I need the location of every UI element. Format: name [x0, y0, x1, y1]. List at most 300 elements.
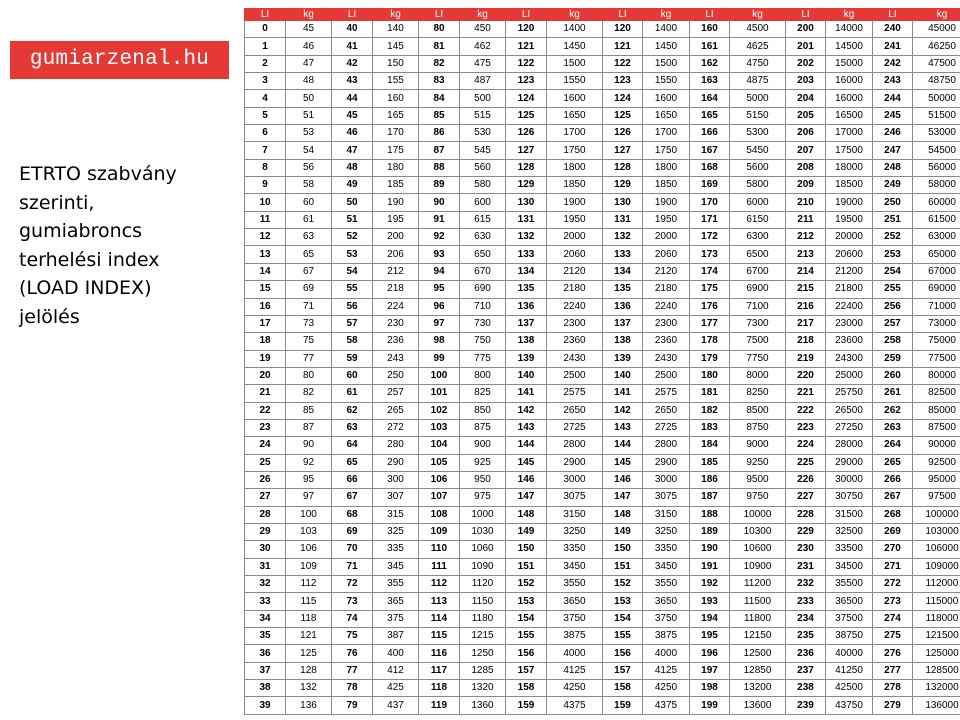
load-kg-cell: 73000 [913, 315, 960, 332]
load-kg-cell: 19500 [826, 211, 873, 228]
load-kg-cell: 82500 [913, 385, 960, 402]
load-kg-cell: 23000 [826, 315, 873, 332]
load-kg-cell: 218 [373, 281, 419, 298]
load-index-cell: 32 [245, 576, 286, 593]
load-index-cell: 140 [506, 367, 547, 384]
load-kg-cell: 1030 [460, 523, 506, 540]
load-index-cell: 136 [603, 298, 643, 315]
load-kg-cell: 1750 [643, 142, 690, 159]
load-kg-cell: 2240 [547, 298, 603, 315]
table-row [245, 454, 960, 471]
load-kg-cell: 48 [286, 73, 332, 90]
load-kg-cell: 7750 [730, 350, 786, 367]
load-kg-cell: 300 [373, 471, 419, 488]
load-index-cell: 60 [332, 367, 373, 384]
load-kg-cell: 530 [460, 125, 506, 142]
load-index-cell: 35 [245, 628, 286, 645]
load-index-cell: 76 [332, 645, 373, 662]
load-kg-cell: 80000 [913, 367, 960, 384]
load-kg-cell: 200 [373, 229, 419, 246]
table-row [245, 489, 960, 506]
load-index-cell: 180 [690, 367, 730, 384]
load-index-cell: 78 [332, 680, 373, 697]
load-index-cell: 145 [603, 454, 643, 471]
load-kg-cell: 3000 [643, 471, 690, 488]
load-index-cell: 236 [786, 645, 826, 662]
load-index-cell: 121 [603, 38, 643, 55]
load-kg-cell: 9250 [730, 454, 786, 471]
load-kg-cell: 950 [460, 471, 506, 488]
load-index-cell: 202 [786, 55, 826, 72]
description-text [19, 160, 219, 331]
load-index-cell: 80 [419, 21, 460, 38]
load-index-cell: 171 [690, 211, 730, 228]
load-index-cell: 100 [419, 367, 460, 384]
load-kg-cell: 2360 [643, 333, 690, 350]
load-kg-cell: 850 [460, 402, 506, 419]
load-index-cell: 263 [873, 419, 913, 436]
load-index-cell: 120 [506, 21, 547, 38]
load-index-cell: 127 [506, 142, 547, 159]
load-kg-cell: 10300 [730, 523, 786, 540]
load-index-cell: 256 [873, 298, 913, 315]
load-kg-cell: 515 [460, 107, 506, 124]
load-kg-cell: 1700 [643, 125, 690, 142]
table-row [245, 680, 960, 697]
load-index-cell: 127 [603, 142, 643, 159]
load-kg-cell: 4500 [730, 21, 786, 38]
load-index-cell: 90 [419, 194, 460, 211]
load-kg-cell: 100 [286, 506, 332, 523]
column-header-li: LI [690, 9, 730, 21]
load-kg-cell: 47500 [913, 55, 960, 72]
load-index-cell: 33 [245, 593, 286, 610]
load-index-cell: 99 [419, 350, 460, 367]
load-index-cell: 65 [332, 454, 373, 471]
load-kg-cell: 41250 [826, 662, 873, 679]
load-kg-cell: 61500 [913, 211, 960, 228]
load-kg-cell: 2725 [643, 419, 690, 436]
load-kg-cell: 33500 [826, 541, 873, 558]
load-index-cell: 143 [603, 419, 643, 436]
load-kg-cell: 3075 [547, 489, 603, 506]
load-kg-cell: 1000 [460, 506, 506, 523]
load-index-cell: 125 [506, 107, 547, 124]
load-kg-cell: 46250 [913, 38, 960, 55]
load-kg-cell: 1450 [547, 38, 603, 55]
load-kg-cell: 315 [373, 506, 419, 523]
load-kg-cell: 1180 [460, 610, 506, 627]
column-header-li: LI [786, 9, 826, 21]
load-index-cell: 102 [419, 402, 460, 419]
load-index-cell: 83 [419, 73, 460, 90]
load-index-cell: 188 [690, 506, 730, 523]
load-kg-cell: 22400 [826, 298, 873, 315]
load-index-cell: 117 [419, 662, 460, 679]
load-index-cell: 154 [603, 610, 643, 627]
load-index-cell: 26 [245, 471, 286, 488]
table-row [245, 315, 960, 332]
table-row [245, 125, 960, 142]
load-index-cell: 52 [332, 229, 373, 246]
table-row [245, 107, 960, 124]
load-index-cell: 243 [873, 73, 913, 90]
load-kg-cell: 2575 [643, 385, 690, 402]
load-index-cell: 189 [690, 523, 730, 540]
load-kg-cell: 3750 [643, 610, 690, 627]
load-kg-cell: 4375 [547, 697, 603, 714]
load-index-cell: 235 [786, 628, 826, 645]
load-index-cell: 87 [419, 142, 460, 159]
load-kg-cell: 250 [373, 367, 419, 384]
load-index-cell: 155 [603, 628, 643, 645]
load-index-cell: 113 [419, 593, 460, 610]
load-kg-cell: 1150 [460, 593, 506, 610]
load-kg-cell: 30750 [826, 489, 873, 506]
load-kg-cell: 109000 [913, 558, 960, 575]
load-kg-cell: 56000 [913, 159, 960, 176]
load-index-cell: 142 [506, 402, 547, 419]
load-kg-cell: 900 [460, 437, 506, 454]
load-index-cell: 231 [786, 558, 826, 575]
load-kg-cell: 2060 [547, 246, 603, 263]
load-kg-cell: 140 [373, 21, 419, 38]
load-kg-cell: 31500 [826, 506, 873, 523]
table-row [245, 367, 960, 384]
load-kg-cell: 165 [373, 107, 419, 124]
load-index-cell: 220 [786, 367, 826, 384]
load-index-cell: 148 [506, 506, 547, 523]
load-kg-cell: 65000 [913, 246, 960, 263]
load-kg-cell: 69 [286, 281, 332, 298]
load-index-cell: 62 [332, 402, 373, 419]
column-header-kg: kg [460, 9, 506, 21]
table-row [245, 402, 960, 419]
load-index-cell: 225 [786, 454, 826, 471]
load-index-cell: 172 [690, 229, 730, 246]
load-kg-cell: 54500 [913, 142, 960, 159]
load-kg-cell: 17000 [826, 125, 873, 142]
load-index-cell: 179 [690, 350, 730, 367]
load-index-cell: 112 [419, 576, 460, 593]
load-kg-cell: 1600 [643, 90, 690, 107]
load-kg-cell: 136000 [913, 697, 960, 714]
load-kg-cell: 87 [286, 419, 332, 436]
load-kg-cell: 2000 [547, 229, 603, 246]
load-kg-cell: 5450 [730, 142, 786, 159]
load-index-cell: 46 [332, 125, 373, 142]
load-index-cell: 137 [603, 315, 643, 332]
load-index-cell: 228 [786, 506, 826, 523]
load-kg-cell: 690 [460, 281, 506, 298]
load-kg-cell: 56 [286, 159, 332, 176]
load-index-cell: 242 [873, 55, 913, 72]
load-kg-cell: 5000 [730, 90, 786, 107]
load-kg-cell: 412 [373, 662, 419, 679]
load-kg-cell: 1320 [460, 680, 506, 697]
load-index-cell: 227 [786, 489, 826, 506]
load-kg-cell: 2300 [547, 315, 603, 332]
load-index-cell: 276 [873, 645, 913, 662]
load-index-cell: 45 [332, 107, 373, 124]
column-header-kg: kg [547, 9, 603, 21]
load-kg-cell: 1250 [460, 645, 506, 662]
load-index-cell: 140 [603, 367, 643, 384]
load-index-cell: 106 [419, 471, 460, 488]
load-kg-cell: 1215 [460, 628, 506, 645]
load-index-cell: 31 [245, 558, 286, 575]
load-kg-cell: 118 [286, 610, 332, 627]
load-index-cell: 128 [603, 159, 643, 176]
load-kg-cell: 42500 [826, 680, 873, 697]
load-kg-cell: 85 [286, 402, 332, 419]
load-index-cell: 24 [245, 437, 286, 454]
load-kg-cell: 1120 [460, 576, 506, 593]
load-index-cell: 96 [419, 298, 460, 315]
load-index-cell: 173 [690, 246, 730, 263]
table-row [245, 159, 960, 176]
table-row [245, 177, 960, 194]
table-row [245, 194, 960, 211]
load-kg-cell: 5300 [730, 125, 786, 142]
load-index-cell: 146 [603, 471, 643, 488]
load-index-cell: 19 [245, 350, 286, 367]
load-index-cell: 174 [690, 263, 730, 280]
load-index-cell: 269 [873, 523, 913, 540]
column-header-li: LI [506, 9, 547, 21]
table-row [245, 506, 960, 523]
load-index-cell: 141 [603, 385, 643, 402]
load-index-cell: 158 [603, 680, 643, 697]
load-index-cell: 111 [419, 558, 460, 575]
load-index-cell: 134 [506, 263, 547, 280]
load-kg-cell: 230 [373, 315, 419, 332]
load-kg-cell: 3450 [643, 558, 690, 575]
load-index-cell: 267 [873, 489, 913, 506]
load-kg-cell: 400 [373, 645, 419, 662]
load-index-cell: 123 [603, 73, 643, 90]
load-index-cell: 255 [873, 281, 913, 298]
load-index-cell: 260 [873, 367, 913, 384]
load-index-cell: 211 [786, 211, 826, 228]
load-index-cell: 266 [873, 471, 913, 488]
load-kg-cell: 28000 [826, 437, 873, 454]
load-kg-cell: 25750 [826, 385, 873, 402]
load-kg-cell: 560 [460, 159, 506, 176]
load-kg-cell: 3150 [643, 506, 690, 523]
load-kg-cell: 15000 [826, 55, 873, 72]
load-kg-cell: 16500 [826, 107, 873, 124]
load-kg-cell: 145 [373, 38, 419, 55]
load-kg-cell: 2900 [643, 454, 690, 471]
table-row [245, 593, 960, 610]
load-kg-cell: 20600 [826, 246, 873, 263]
load-index-cell: 152 [506, 576, 547, 593]
load-kg-cell: 82 [286, 385, 332, 402]
load-kg-cell: 365 [373, 593, 419, 610]
load-kg-cell: 5800 [730, 177, 786, 194]
load-index-cell: 101 [419, 385, 460, 402]
load-index-cell: 145 [506, 454, 547, 471]
load-kg-cell: 92 [286, 454, 332, 471]
load-index-cell: 245 [873, 107, 913, 124]
load-kg-cell: 425 [373, 680, 419, 697]
load-kg-cell: 103000 [913, 523, 960, 540]
load-kg-cell: 2650 [643, 402, 690, 419]
load-index-cell: 161 [690, 38, 730, 55]
load-index-cell: 251 [873, 211, 913, 228]
load-index-cell: 10 [245, 194, 286, 211]
load-kg-cell: 37500 [826, 610, 873, 627]
table-row [245, 298, 960, 315]
load-index-cell: 187 [690, 489, 730, 506]
table-row [245, 142, 960, 159]
load-index-cell: 257 [873, 315, 913, 332]
load-index-cell: 54 [332, 263, 373, 280]
load-index-cell: 122 [506, 55, 547, 72]
load-kg-cell: 1900 [643, 194, 690, 211]
load-index-cell: 79 [332, 697, 373, 714]
load-index-cell: 39 [245, 697, 286, 714]
load-kg-cell: 53 [286, 125, 332, 142]
load-index-cell: 120 [603, 21, 643, 38]
load-kg-cell: 128 [286, 662, 332, 679]
load-index-cell: 137 [506, 315, 547, 332]
load-kg-cell: 32500 [826, 523, 873, 540]
load-kg-cell: 60 [286, 194, 332, 211]
load-index-cell: 177 [690, 315, 730, 332]
load-index-cell: 153 [506, 593, 547, 610]
load-kg-cell: 19000 [826, 194, 873, 211]
load-kg-cell: 175 [373, 142, 419, 159]
load-kg-cell: 3875 [547, 628, 603, 645]
load-kg-cell: 170 [373, 125, 419, 142]
load-index-cell: 69 [332, 523, 373, 540]
column-header-li: LI [603, 9, 643, 21]
load-kg-cell: 132 [286, 680, 332, 697]
load-kg-cell: 97 [286, 489, 332, 506]
load-kg-cell: 2800 [643, 437, 690, 454]
load-kg-cell: 1550 [547, 73, 603, 90]
load-kg-cell: 45000 [913, 21, 960, 38]
load-index-cell: 264 [873, 437, 913, 454]
load-kg-cell: 2430 [643, 350, 690, 367]
load-index-cell: 66 [332, 471, 373, 488]
description-line: jelölés [19, 305, 80, 328]
load-kg-cell: 775 [460, 350, 506, 367]
load-kg-cell: 3000 [547, 471, 603, 488]
load-kg-cell: 5150 [730, 107, 786, 124]
load-index-cell: 95 [419, 281, 460, 298]
load-index-cell: 156 [603, 645, 643, 662]
load-index-cell: 200 [786, 21, 826, 38]
load-kg-cell: 1850 [643, 177, 690, 194]
load-index-cell: 176 [690, 298, 730, 315]
load-kg-cell: 95000 [913, 471, 960, 488]
load-kg-cell: 875 [460, 419, 506, 436]
load-kg-cell: 1800 [643, 159, 690, 176]
load-index-cell: 198 [690, 680, 730, 697]
load-kg-cell: 375 [373, 610, 419, 627]
load-index-cell: 8 [245, 159, 286, 176]
load-kg-cell: 236 [373, 333, 419, 350]
load-index-cell: 138 [603, 333, 643, 350]
load-kg-cell: 3075 [643, 489, 690, 506]
load-index-cell: 75 [332, 628, 373, 645]
load-index-cell: 160 [690, 21, 730, 38]
load-kg-cell: 615 [460, 211, 506, 228]
load-kg-cell: 14500 [826, 38, 873, 55]
load-kg-cell: 6150 [730, 211, 786, 228]
load-kg-cell: 600 [460, 194, 506, 211]
load-kg-cell: 280 [373, 437, 419, 454]
load-index-cell: 67 [332, 489, 373, 506]
load-kg-cell: 3150 [547, 506, 603, 523]
load-index-cell: 144 [506, 437, 547, 454]
load-index-cell: 7 [245, 142, 286, 159]
column-header-kg: kg [826, 9, 873, 21]
load-index-cell: 21 [245, 385, 286, 402]
load-kg-cell: 730 [460, 315, 506, 332]
table-row [245, 437, 960, 454]
load-kg-cell: 77 [286, 350, 332, 367]
load-index-cell: 191 [690, 558, 730, 575]
load-index-cell: 150 [506, 541, 547, 558]
load-index-cell: 98 [419, 333, 460, 350]
load-kg-cell: 12850 [730, 662, 786, 679]
load-index-cell: 232 [786, 576, 826, 593]
load-index-cell: 132 [603, 229, 643, 246]
load-index-cell: 9 [245, 177, 286, 194]
load-index-cell: 203 [786, 73, 826, 90]
load-index-cell: 201 [786, 38, 826, 55]
load-kg-cell: 1650 [643, 107, 690, 124]
description-line: szerinti, [19, 191, 95, 214]
load-index-cell: 42 [332, 55, 373, 72]
load-kg-cell: 800 [460, 367, 506, 384]
load-kg-cell: 9750 [730, 489, 786, 506]
load-kg-cell: 11200 [730, 576, 786, 593]
load-kg-cell: 2725 [547, 419, 603, 436]
load-index-cell: 258 [873, 333, 913, 350]
load-index-cell: 63 [332, 419, 373, 436]
table-row [245, 55, 960, 72]
load-kg-cell: 206 [373, 246, 419, 263]
load-kg-cell: 7300 [730, 315, 786, 332]
load-kg-cell: 45 [286, 21, 332, 38]
load-index-cell: 207 [786, 142, 826, 159]
load-kg-cell: 53000 [913, 125, 960, 142]
load-kg-cell: 8500 [730, 402, 786, 419]
load-kg-cell: 3350 [547, 541, 603, 558]
load-index-cell: 272 [873, 576, 913, 593]
load-kg-cell: 6900 [730, 281, 786, 298]
load-kg-cell: 265 [373, 402, 419, 419]
load-index-cell: 244 [873, 90, 913, 107]
load-kg-cell: 30000 [826, 471, 873, 488]
load-kg-cell: 10000 [730, 506, 786, 523]
load-kg-cell: 1800 [547, 159, 603, 176]
load-index-cell: 157 [603, 662, 643, 679]
load-index-cell: 44 [332, 90, 373, 107]
load-kg-cell: 90000 [913, 437, 960, 454]
load-index-cell: 49 [332, 177, 373, 194]
load-index-cell: 148 [603, 506, 643, 523]
load-kg-cell: 1450 [643, 38, 690, 55]
load-kg-cell: 24300 [826, 350, 873, 367]
load-kg-cell: 40000 [826, 645, 873, 662]
load-index-cell: 252 [873, 229, 913, 246]
